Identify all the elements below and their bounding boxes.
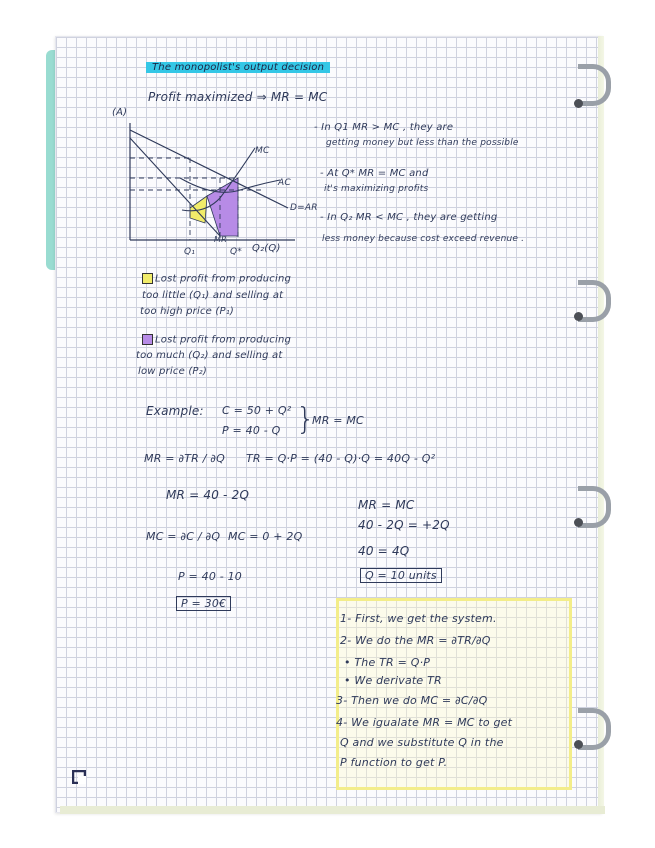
note-line: P function to get P.: [340, 756, 448, 769]
quantity-result: Q = 10 units: [360, 568, 442, 583]
mr-mc-condition: MR = MC: [312, 414, 364, 427]
page-edge: [598, 36, 604, 811]
section-label: (A): [112, 107, 128, 118]
punch-hole-icon: [574, 99, 583, 108]
bullet-text: it's maximizing profits: [324, 184, 429, 194]
legend-yellow-line: Lost profit from producing: [142, 273, 291, 285]
mc-definition: MC = ∂C / ∂Q: [146, 530, 221, 543]
mc-label: MC: [255, 146, 270, 156]
step-equation: MR = MC: [358, 498, 415, 512]
legend-yellow-line: too high price (P₁): [140, 306, 235, 317]
page-title: The monopolist's output decision: [146, 62, 330, 73]
binder-ring-icon: [578, 64, 611, 106]
step-equation: 40 - 2Q = +2Q: [358, 518, 450, 532]
page-bottom-edge: [60, 806, 605, 814]
mr-definition: MR = ∂TR / ∂Q: [144, 452, 226, 465]
step-equation: 40 = 4Q: [358, 544, 410, 558]
mr-label: MR: [214, 235, 227, 244]
price-calc: P = 40 - 10: [178, 570, 242, 583]
bullet-text: - In Q₂ MR < MC , they are getting: [320, 212, 498, 223]
bullet-text: getting money but less than the possible: [326, 138, 519, 148]
legend-purple-line: too much (Q₂) and selling at: [136, 350, 283, 361]
mc-result: MC = 0 + 2Q: [228, 530, 303, 543]
price-equation: P = 40 - Q: [222, 424, 281, 437]
qstar-label: Q*: [230, 247, 242, 257]
bullet-text: - At Q* MR = MC and: [320, 168, 429, 179]
note-line: • We derivate TR: [344, 674, 442, 687]
heading: Profit maximized ⇒ MR = MC: [148, 90, 328, 104]
mr-result: MR = 40 - 2Q: [166, 488, 250, 502]
example-label: Example:: [146, 404, 204, 418]
punch-hole-icon: [574, 740, 583, 749]
brand-logo-icon: [72, 770, 86, 784]
note-line: 3- Then we do MC = ∂C/∂Q: [336, 694, 488, 707]
price-result: P = 30€: [176, 596, 231, 611]
legend-purple-line: Lost profit from producing: [142, 334, 291, 346]
q1-label: Q₁: [184, 247, 196, 257]
punch-hole-icon: [574, 312, 583, 321]
note-line: • The TR = Q·P: [344, 656, 431, 669]
punch-hole-icon: [574, 518, 583, 527]
legend-purple-line: low price (P₂): [138, 366, 207, 377]
ac-label: AC: [278, 178, 291, 188]
note-line: 2- We do the MR = ∂TR/∂Q: [340, 634, 491, 647]
bullet-text: - In Q1 MR > MC , they are: [314, 122, 454, 133]
tr-equation: TR = Q·P = (40 - Q)·Q = 40Q - Q²: [246, 452, 436, 465]
brace-icon: }: [296, 402, 316, 437]
note-line: 1- First, we get the system.: [340, 612, 497, 625]
note-line: 4- We igualate MR = MC to get: [336, 716, 513, 729]
demand-label: D=AR: [290, 203, 318, 213]
note-line: Q and we substitute Q in the: [340, 736, 504, 749]
legend-yellow-line: too little (Q₁) and selling at: [142, 290, 284, 301]
purple-swatch-icon: [142, 334, 153, 345]
yellow-swatch-icon: [142, 273, 153, 284]
bullet-text: less money because cost exceed revenue .: [322, 234, 525, 244]
q2-axis-label: Q₂(Q): [252, 243, 281, 254]
cost-equation: C = 50 + Q²: [222, 404, 292, 417]
